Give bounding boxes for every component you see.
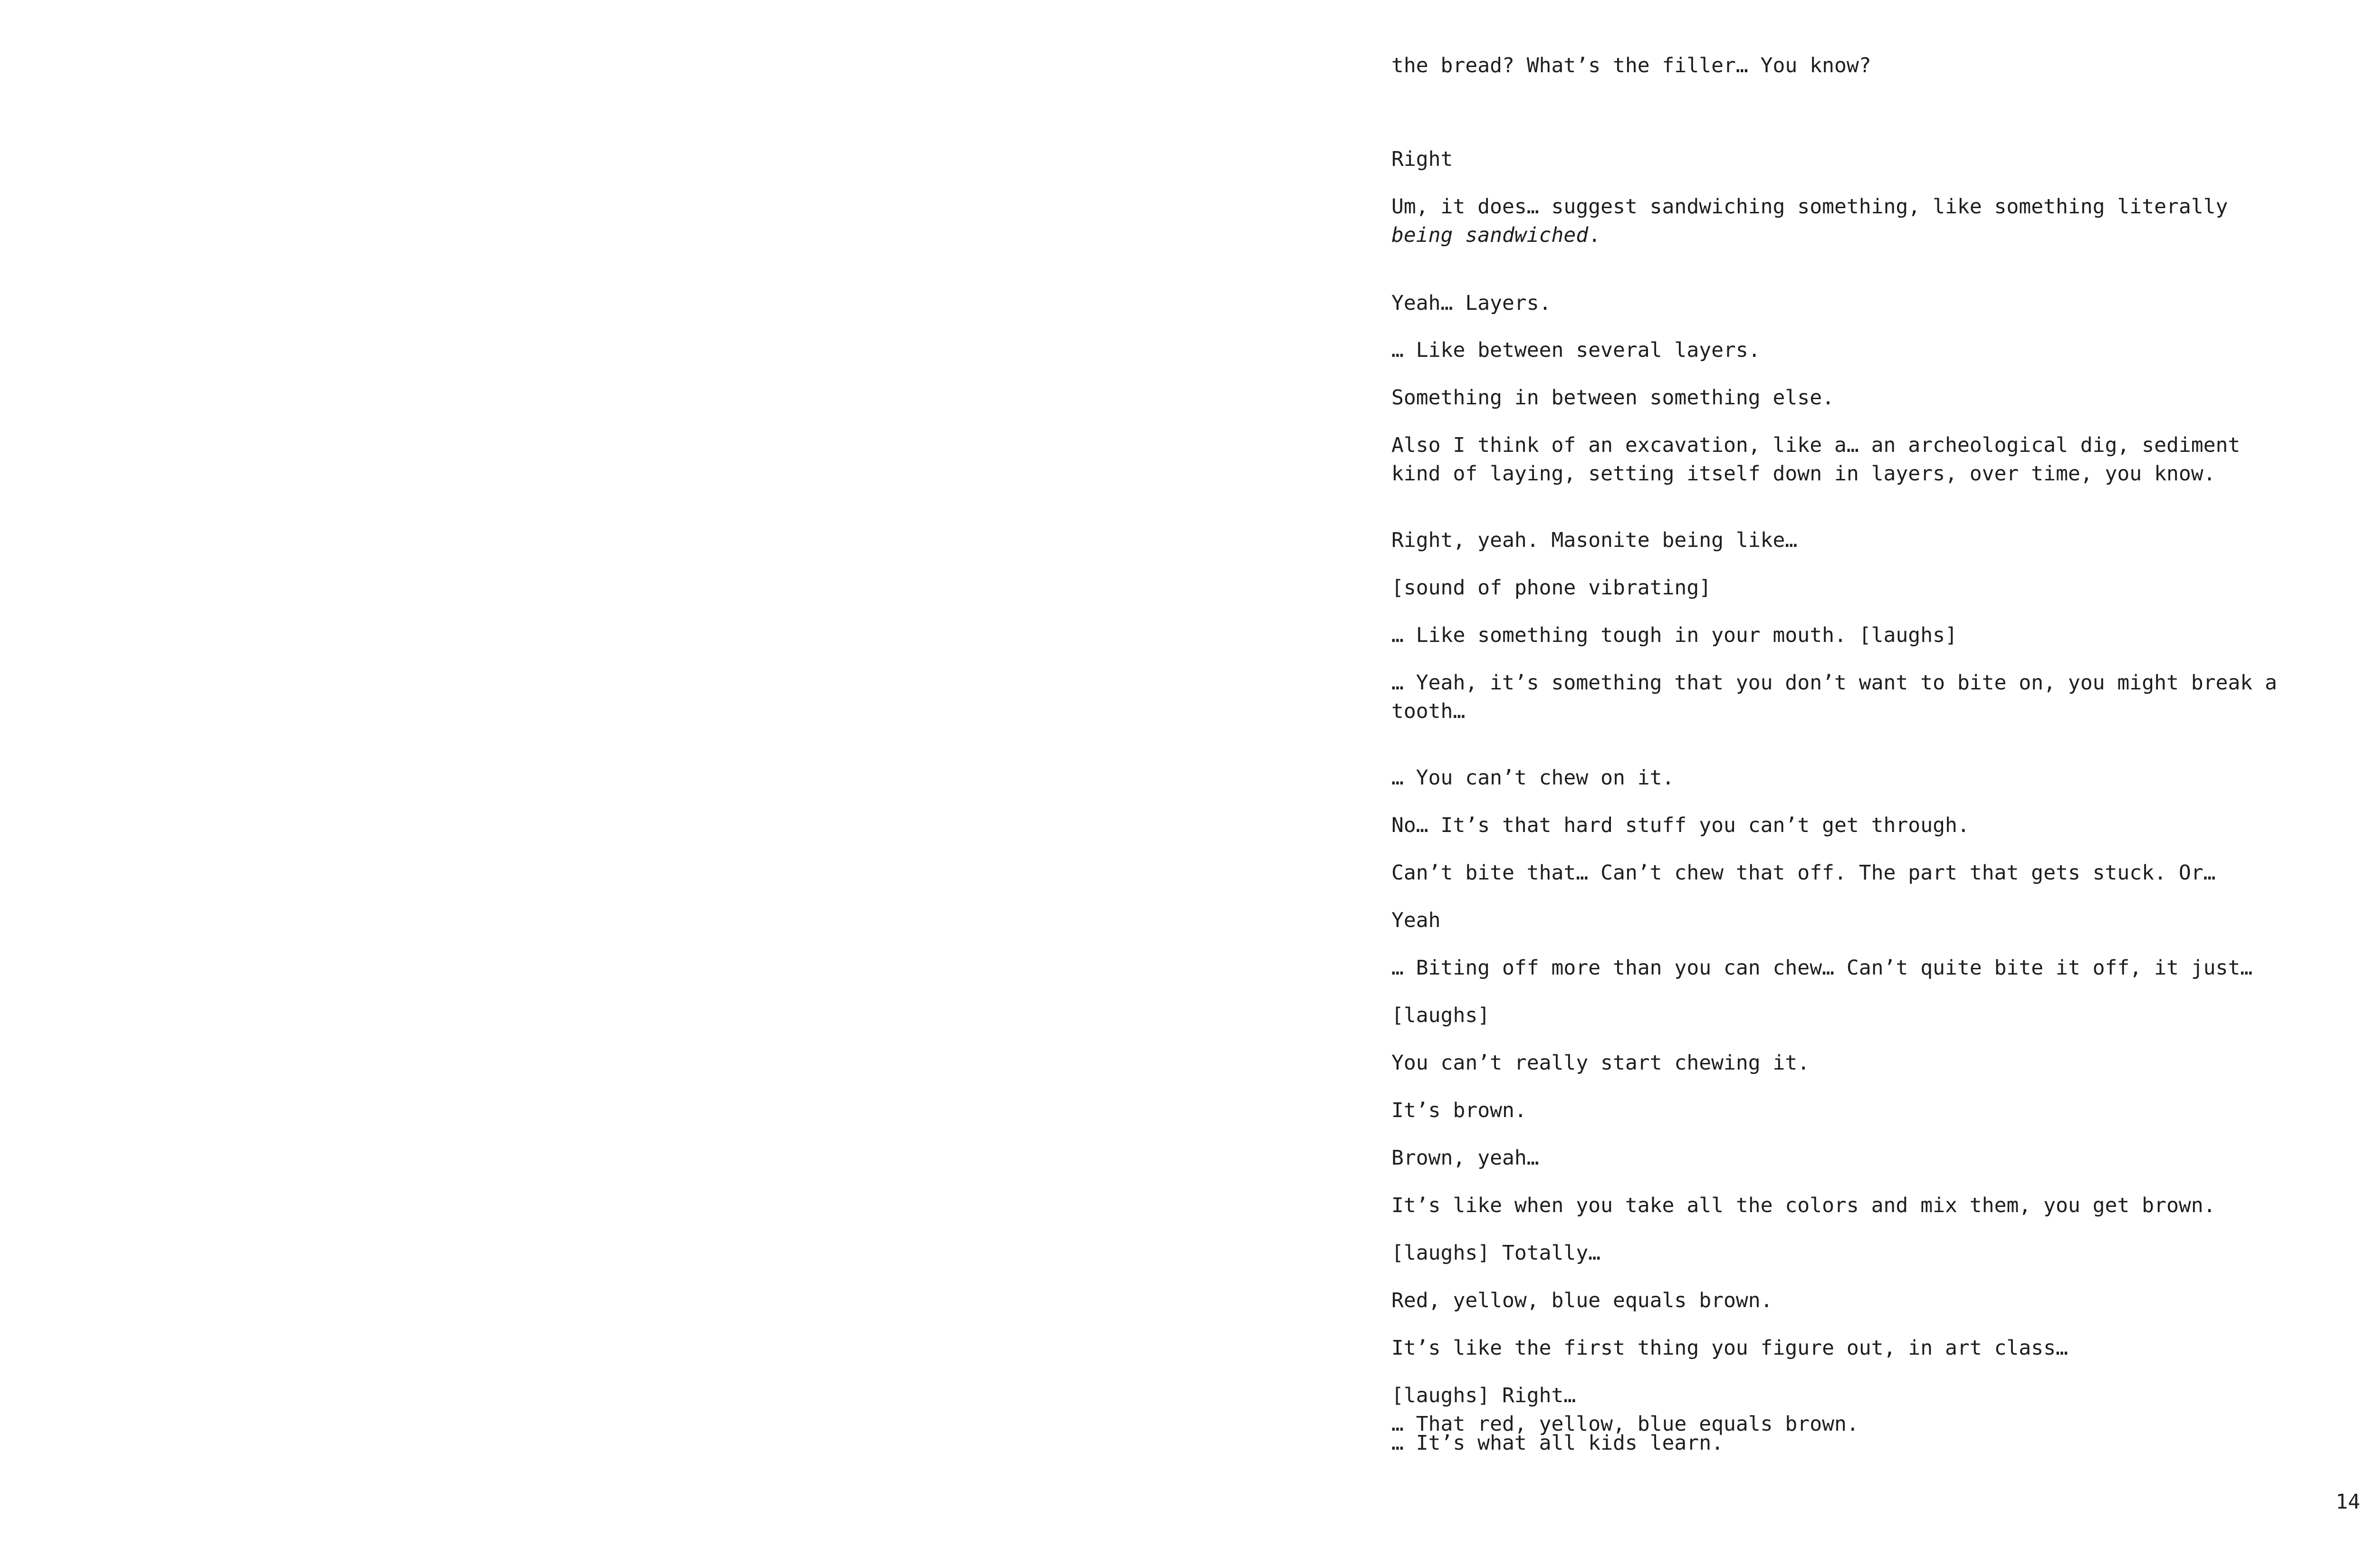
- transcript-line: … Biting off more than you can chew… Can’t quite bite it off, it just…: [1391, 956, 2253, 980]
- transcript-line: [laughs]: [1391, 1004, 1490, 1027]
- transcript-line: It’s like when you take all the colors and mix them, you get brown.: [1391, 1194, 2216, 1217]
- transcript-line: the bread? What’s the filler… You know?: [1391, 54, 1871, 77]
- transcript-line: Something in between something else.: [1391, 386, 1834, 410]
- emphasis-text: being sandwiched: [1391, 223, 1589, 247]
- transcript-line: … Like something tough in your mouth. [laughs]: [1391, 623, 1957, 647]
- transcript-line: Also I think of an excavation, like a… an archeological dig, sediment kind of laying, setting itself down in layers, over time, you know.: [1391, 433, 2241, 486]
- transcript-line: [1391, 192, 2290, 249]
- transcript-line: Yeah… Layers.: [1391, 291, 1552, 315]
- transcript-line: No… It’s that hard stuff you can’t get through.: [1391, 813, 1970, 837]
- transcript-line: … That red, yellow, blue equals brown.: [1391, 1412, 1859, 1436]
- transcript-line: Right: [1391, 147, 1453, 171]
- transcript-line: … You can’t chew on it.: [1391, 766, 1675, 790]
- transcript-line-text: .: [1588, 223, 1601, 247]
- page-number: 14: [2336, 1490, 2360, 1514]
- transcript-line: … Yeah, it’s something that you don’t want to bite on, you might break a tooth…: [1391, 671, 2277, 723]
- transcript-line: Right, yeah. Masonite being like…: [1391, 528, 1798, 552]
- transcript-line: You can’t really start chewing it.: [1391, 1051, 1810, 1075]
- transcript-line: [laughs] Totally…: [1391, 1241, 1601, 1265]
- transcript-line: … It’s what all kids learn.: [1391, 1431, 1724, 1455]
- transcript-line: Brown, yeah…: [1391, 1146, 1539, 1170]
- transcript-line: Yeah: [1391, 908, 1441, 932]
- transcript-line: Red, yellow, blue equals brown.: [1391, 1289, 1773, 1312]
- transcript-line: It’s like the first thing you figure out, in art class…: [1391, 1336, 2068, 1360]
- transcript-line-text: Um, it does… suggest sandwiching something, like something literally: [1391, 195, 2228, 219]
- transcript-line: [laughs] Right…: [1391, 1384, 1576, 1407]
- transcript-line: It’s brown.: [1391, 1099, 1527, 1122]
- transcript-line: [sound of phone vibrating]: [1391, 576, 1712, 600]
- transcript-line: Can’t bite that… Can’t chew that off. The part that gets stuck. Or…: [1391, 861, 2216, 885]
- transcript-line: … Like between several layers.: [1391, 338, 1761, 362]
